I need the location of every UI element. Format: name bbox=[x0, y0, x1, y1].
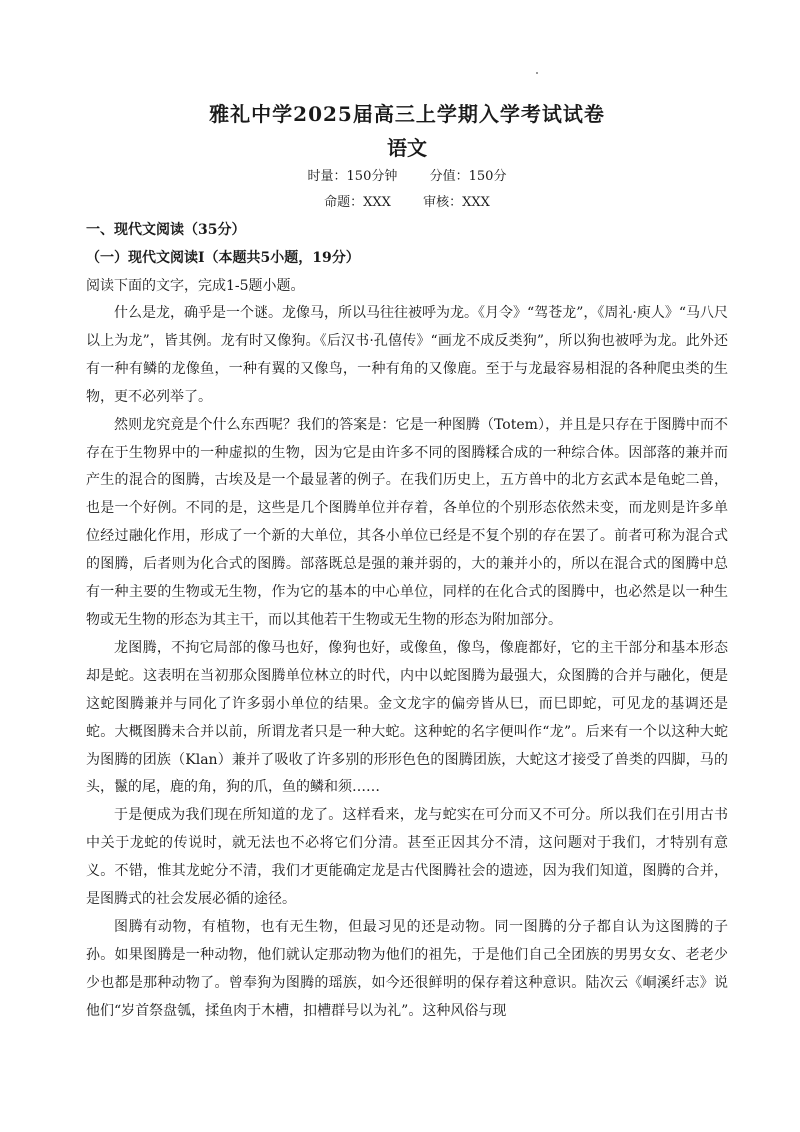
sub-section-heading: （一）现代文阅读Ⅰ（本题共5小题，19分） bbox=[86, 250, 360, 266]
exam-time-score bbox=[86, 164, 728, 190]
section-heading: 一、现代文阅读（35分） bbox=[86, 222, 246, 238]
exam-page bbox=[86, 96, 728, 1026]
passage-paragraph-1: 什么是龙，确乎是一个谜。龙像马，所以马往往被呼为龙。《月令》“驾苍龙”，《周礼·庾人》“马八尺以上为龙”，皆其例。龙有时又像狗。《后汉书·孔僖传》“画龙不成反类狗”，所以狗也被呼为龙。此外还有一种有鳞的龙像鱼，一种有翼的又像鸟，一种有角的又像鹿。至于与龙最容易相混的各种爬虫类的生物，更不必列举了。 bbox=[86, 305, 728, 405]
passage-paragraph-3: 龙图腾，不拘它局部的像马也好，像狗也好，或像鱼，像鸟，像鹿都好，它的主干部分和基本形态却是蛇。这表明在当初那众图腾单位林立的时代，内中以蛇图腾为最强大，众图腾的合并与融化，便是这蛇图腾兼并与同化了许多弱小单位的结果。金文龙字的偏旁皆从巳，而巳即蛇，可见龙的基调还是蛇。大概图腾未合并以前，所谓龙者只是一种大蛇。这种蛇的名字便叫作“龙”。后来有一个以这种大蛇为图腾的团族（Klan）兼并了吸收了许多别的形形色色的图腾团族，大蛇这才接受了兽类的四脚，马的头，鬣的尾，鹿的角，狗的爪，鱼的鳞和须…… bbox=[86, 639, 728, 796]
author-label: 命题：XXX bbox=[324, 195, 391, 210]
exam-authors bbox=[86, 190, 728, 216]
subject-title: 语文 bbox=[387, 136, 427, 160]
passage-paragraph-4: 于是便成为我们现在所知道的龙了。这样看来，龙与蛇实在可分而又不可分。所以我们在引用古书中关于龙蛇的传说时，就无法也不必将它们分清。甚至正因其分不清，这问题对于我们，才特别有意义。不错，惟其龙蛇分不清，我们才更能确定龙是古代图腾社会的遗迹，因为我们知道，图腾的合并，是图腾式的社会发展必循的途径。 bbox=[86, 807, 728, 908]
reading-instruction: 阅读下面的文字，完成1-5题小题。 bbox=[86, 278, 305, 294]
exam-title: 雅礼中学2025届高三上学期入学考试试卷 bbox=[209, 102, 605, 126]
reviewer-label: 审核：XXX bbox=[423, 195, 490, 210]
passage-paragraph-5: 图腾有动物，有植物，也有无生物，但最习见的还是动物。同一图腾的分子都自认为这图腾的子孙。如果图腾是一种动物，他们就认定那动物为他们的祖先，于是他们自己全团族的男男女女、老老少少也都是那种动物了。曾奉狗为图腾的瑶族，如今还很鲜明的保存着这种意识。陆次云《峒溪纤志》说他们“岁首祭盘瓠，揉鱼肉于木槽，扣槽群号以为礼”。这种风俗与现 bbox=[86, 918, 728, 1019]
scan-speck bbox=[536, 72, 538, 74]
score-label: 分值：150分 bbox=[429, 169, 507, 184]
passage-paragraph-2: 然则龙究竟是个什么东西呢？我们的答案是：它是一种图腾（Totem），并且是只存在于图腾中而不存在于生物界中的一种虚拟的生物，因为它是由许多不同的图腾糅合成的一种综合体。因部落的兼并而产生的混合的图腾，古埃及是一个最显著的例子。在我们历史上，五方兽中的北方玄武本是龟蛇二兽，也是一个好例。不同的是，这些是几个图腾单位并存着，各单位的个别形态依然未变，而龙则是许多单位经过融化作用，形成了一个新的大单位，其各小单位已经是不复个别的存在罢了。前者可称为混合式的图腾，后者则为化合式的图腾。部落既总是强的兼并弱的，大的兼并小的，所以在混合式的图腾中总有一种主要的生物或无生物，作为它的基本的中心单位，同样的在化合式的图腾中，也必然是以一种生物或无生物的形态为其主干，而以其他若干生物或无生物的形态为附加部分。 bbox=[86, 416, 728, 628]
time-label: 时量：150分钟 bbox=[307, 169, 398, 184]
